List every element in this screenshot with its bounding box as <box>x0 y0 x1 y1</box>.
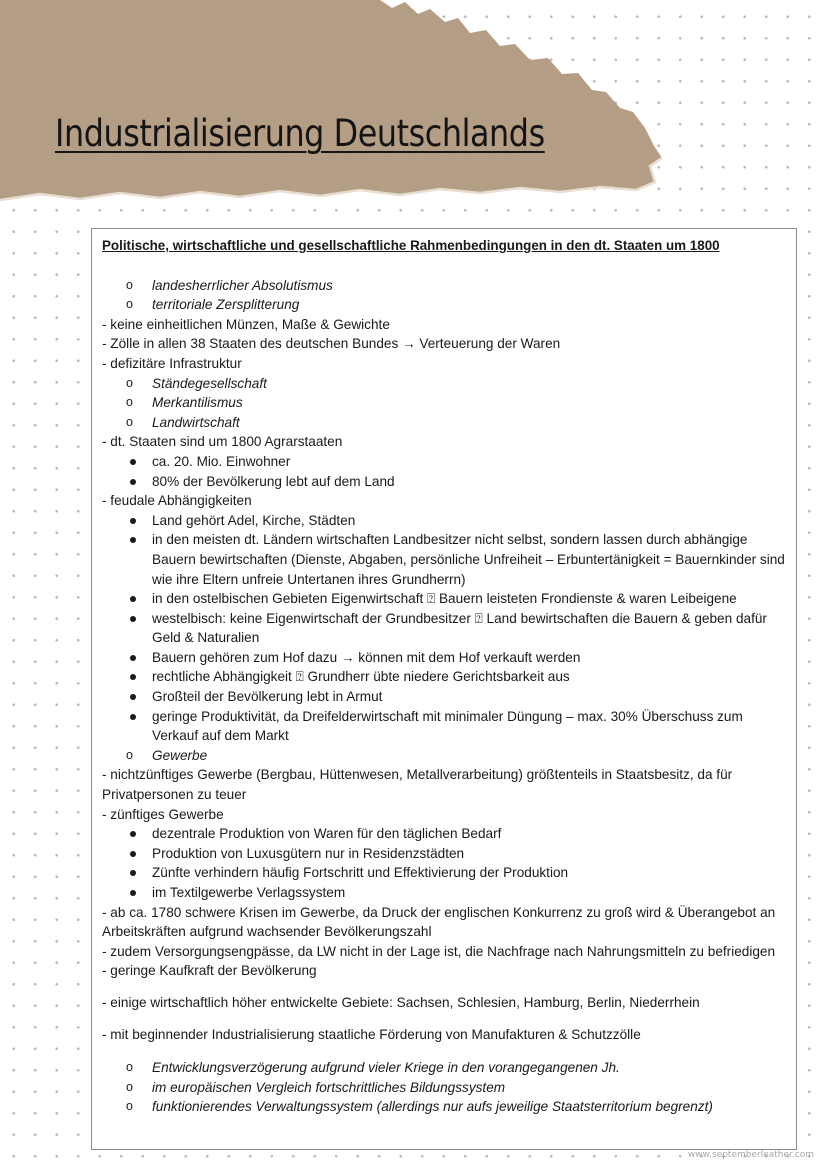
list-item: in den ostelbischen Gebieten Eigenwirtschaft ⍰ Bauern leisteten Frondienste & waren Leibeigene <box>102 589 788 609</box>
paper-texture <box>0 0 662 200</box>
list-item: Zünfte verhindern häufig Fortschritt und Effektivierung der Produktion <box>102 863 788 883</box>
list-item: o Merkantilismus <box>102 393 788 413</box>
page-title: Industrialisierung Deutschlands <box>55 112 545 155</box>
list-item: - dt. Staaten sind um 1800 Agrarstaaten <box>102 434 343 450</box>
list-item: ca. 20. Mio. Einwohner <box>102 452 788 472</box>
list-item: - mit beginnender Industrialisierung staatliche Förderung von Manufakturen & Schutzzölle <box>102 1026 641 1042</box>
content-box <box>91 228 797 1150</box>
list-item: - zudem Versorgungsengpässe, da LW nicht in der Lage ist, die Nachfrage nach Nahrungsmitteln zu befriedigen <box>102 943 776 959</box>
list-item: Produktion von Luxusgütern nur in Residenzstädten <box>102 844 788 864</box>
list-item: o im europäischen Vergleich fortschrittliches Bildungssystem <box>102 1078 788 1098</box>
list-item: geringe Produktivität, da Dreifelderwirtschaft mit minimaler Düngung – max. 30% Überschuss zum Verkauf auf dem Markt <box>102 707 788 746</box>
list-item: dezentrale Produktion von Waren für den täglichen Bedarf <box>102 824 788 844</box>
list-item: westelbisch: keine Eigenwirtschaft der Grundbesitzer ⍰ Land bewirtschaften die Bauern & geben dafür Geld & Naturalien <box>102 609 788 648</box>
list-item: o Ständegesellschaft <box>102 374 788 394</box>
list-item: in den meisten dt. Ländern wirtschaften Landbesitzer nicht selbst, sondern lassen durch abhängige Bauern bewirtschaften (Dienste, Abgaben, persönliche Unfreiheit – Erbuntertänigkeit = Bauernkinder sind wie ihre Eltern unfreie Untertanen ihres Grundherrn) <box>102 530 788 589</box>
list-item: - Zölle in allen 38 Staaten des deutschen Bundes → Verteuerung der Waren <box>102 336 561 352</box>
list-item: 80% der Bevölkerung lebt auf dem Land <box>102 472 788 492</box>
section-heading: Politische, wirtschaftliche und gesellschaftliche Rahmenbedingungen in den dt. Staaten um 1800 <box>102 238 720 253</box>
list-item: Großteil der Bevölkerung lebt in Armut <box>102 687 788 707</box>
list-item: - nichtzünftiges Gewerbe (Bergbau, Hüttenwesen, Metallverarbeitung) größtenteils in Staatsbesitz, da für Privatpersonen zu teuer <box>102 767 733 803</box>
list-item: Bauern gehören zum Hof dazu → können mit dem Hof verkauft werden <box>102 648 788 668</box>
list-item: o Landwirtschaft <box>102 413 788 433</box>
list-item: - einige wirtschaftlich höher entwickelte Gebiete: Sachsen, Schlesien, Hamburg, Berlin, Niederrhein <box>102 994 700 1010</box>
list-item: - keine einheitlichen Münzen, Maße & Gewichte <box>102 316 390 332</box>
watermark: www.septemberleather.com <box>687 1150 814 1160</box>
list-item: o landesherrlicher Absolutismus <box>102 276 788 296</box>
list-item: Land gehört Adel, Kirche, Städten <box>102 511 788 531</box>
list-item: - geringe Kaufkraft der Bevölkerung <box>102 963 317 979</box>
list-item: - ab ca. 1780 schwere Krisen im Gewerbe, da Druck der englischen Konkurrenz zu groß wird & Überangebot an Arbeitskräften aufgrund wachsender Bevölkerungszahl <box>102 904 776 940</box>
list-item: im Textilgewerbe Verlagssystem <box>102 883 788 903</box>
list-item: o Gewerbe <box>102 746 788 766</box>
list-item: o funktionierendes Verwaltungssystem (allerdings nur aufs jeweilige Staatsterritorium begrenzt) <box>102 1097 788 1117</box>
list-item: o Entwicklungsverzögerung aufgrund vieler Kriege in den vorangegangenen Jh. <box>102 1058 788 1078</box>
list-item: rechtliche Abhängigkeit ⍰ Grundherr übte niedere Gerichtsbarkeit aus <box>102 667 788 687</box>
list-item: - zünftiges Gewerbe <box>102 806 224 822</box>
list-item: o territoriale Zersplitterung <box>102 295 788 315</box>
list-item: - feudale Abhängigkeiten <box>102 493 252 509</box>
list-item: - defizitäre Infrastruktur <box>102 355 242 371</box>
